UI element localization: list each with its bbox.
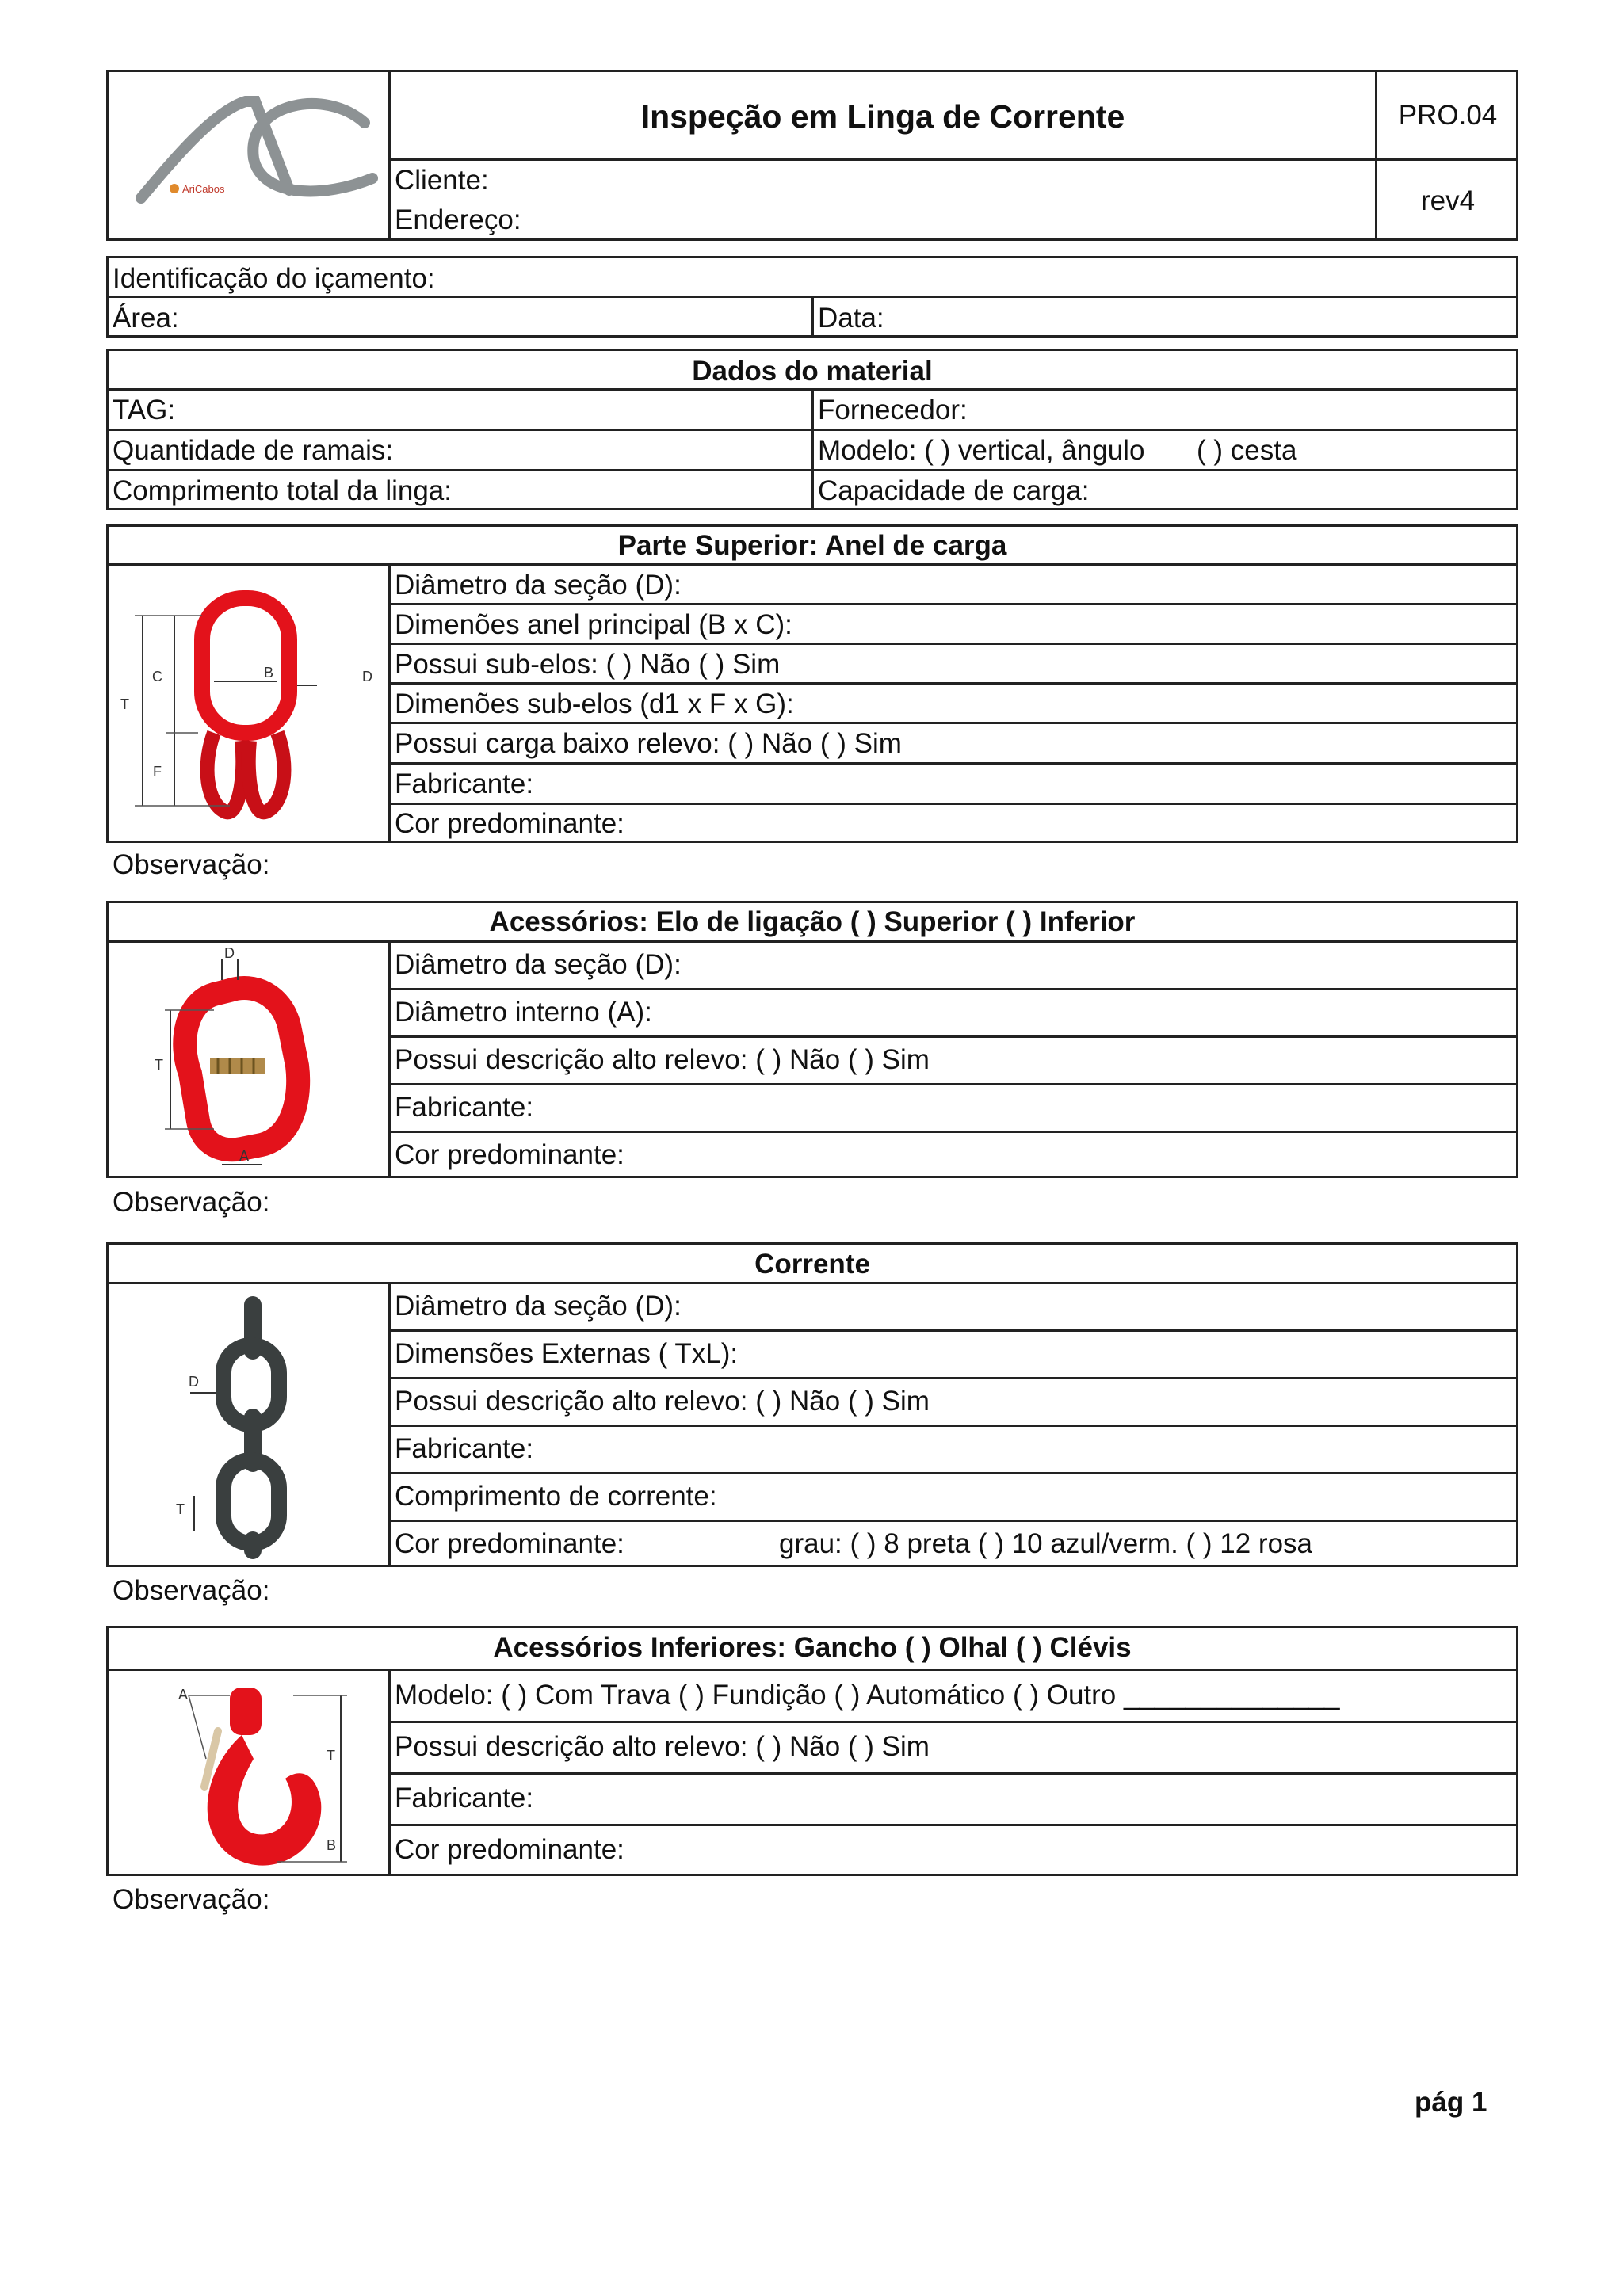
- supplier-label: Fornecedor:: [818, 395, 968, 425]
- form-code: PRO.04: [1398, 100, 1498, 131]
- hook-illustration: [158, 1672, 357, 1874]
- dimension-label: B: [327, 1837, 337, 1853]
- row-divider: [388, 1329, 1518, 1332]
- chain-section-title: Corrente: [754, 1249, 870, 1280]
- row-divider: [106, 1669, 1518, 1671]
- dimension-label: B: [264, 665, 274, 681]
- connecting-link-illustration: [143, 947, 341, 1173]
- client-label: Cliente:: [395, 165, 489, 196]
- lower-accessories-row: Cor predominante:: [395, 1834, 624, 1865]
- address-label: Endereço:: [395, 204, 521, 235]
- connecting-link-row: Possui descrição alto relevo: ( ) Não ( ) Sim: [395, 1044, 930, 1075]
- row-divider: [388, 1131, 1518, 1133]
- chain-row: Dimensões Externas ( TxL):: [395, 1338, 739, 1369]
- row-divider: [388, 1083, 1518, 1085]
- sling-length-label: Comprimento total da linga:: [113, 475, 452, 506]
- row-divider: [388, 988, 1518, 990]
- observation-label: Observação:: [113, 1575, 270, 1606]
- dimension-label: C: [152, 669, 162, 685]
- connecting-link-row: Diâmetro da seção (D):: [395, 949, 682, 980]
- dimension-label: T: [155, 1057, 163, 1073]
- master-link-row: Dimenões sub-elos (d1 x F x G):: [395, 688, 794, 719]
- header-divider: [388, 158, 1518, 161]
- row-divider: [388, 1520, 1518, 1522]
- dimension-label: D: [362, 669, 372, 685]
- connecting-link-row: Cor predominante:: [395, 1139, 624, 1170]
- connecting-link-section-title: Acessórios: Elo de ligação ( ) Superior ( ) Inferior: [489, 906, 1136, 937]
- row-divider: [106, 940, 1518, 943]
- chain-illustration: [158, 1290, 341, 1563]
- master-link-row: Cor predominante:: [395, 808, 624, 839]
- dimension-label: A: [239, 1148, 250, 1164]
- chain-row: Cor predominante:: [395, 1528, 624, 1559]
- row-divider: [388, 643, 1518, 645]
- observation-label: Observação:: [113, 1187, 270, 1218]
- connecting-link-row: Fabricante:: [395, 1092, 534, 1123]
- date-label: Data:: [818, 303, 884, 334]
- row-divider: [388, 603, 1518, 605]
- chain-grade-options: grau: ( ) 8 preta ( ) 10 azul/verm. ( ) 12 rosa: [779, 1528, 1313, 1559]
- row-divider: [388, 1772, 1518, 1775]
- lower-accessories-row: Modelo: ( ) Com Trava ( ) Fundição ( ) Automático ( ) Outro ______________: [395, 1680, 1340, 1711]
- header-divider: [388, 70, 391, 241]
- observation-label: Observação:: [113, 849, 270, 880]
- header-divider: [1375, 70, 1377, 241]
- logo-text: AriCabos: [182, 183, 225, 195]
- dimension-label: T: [327, 1748, 335, 1764]
- lower-accessories-row: Possui descrição alto relevo: ( ) Não ( ) Sim: [395, 1731, 930, 1762]
- lower-accessories-row: Fabricante:: [395, 1783, 534, 1814]
- row-divider: [388, 1425, 1518, 1427]
- connecting-link-row: Diâmetro interno (A):: [395, 997, 652, 1028]
- row-divider: [388, 762, 1518, 765]
- dimension-label: A: [178, 1687, 189, 1703]
- master-link-section-title: Parte Superior: Anel de carga: [617, 530, 1007, 561]
- row-divider: [388, 1035, 1518, 1038]
- observation-label: Observação:: [113, 1884, 270, 1915]
- page-number: pág 1: [1415, 2087, 1487, 2118]
- chain-row: Fabricante:: [395, 1433, 534, 1464]
- model-basket-option: ( ) cesta: [1197, 435, 1297, 466]
- row-divider: [388, 1472, 1518, 1474]
- dimension-label: T: [120, 696, 129, 712]
- lower-accessories-section-title: Acessórios Inferiores: Gancho ( ) Olhal ( ) Clévis: [493, 1632, 1132, 1663]
- lifting-id-label: Identificação do içamento:: [113, 263, 435, 294]
- dimension-label: F: [153, 764, 162, 780]
- row-divider: [106, 563, 1518, 566]
- row-divider: [388, 1377, 1518, 1379]
- chain-row: Possui descrição alto relevo: ( ) Não ( ) Sim: [395, 1386, 930, 1417]
- branches-label: Quantidade de ramais:: [113, 435, 394, 466]
- form-revision: rev4: [1420, 185, 1476, 216]
- material-section-title: Dados do material: [692, 356, 933, 387]
- dimension-label: D: [224, 947, 235, 961]
- master-link-row: Fabricante:: [395, 769, 534, 799]
- row-divider: [388, 682, 1518, 685]
- master-link-row: Diâmetro da seção (D):: [395, 570, 682, 601]
- chain-row: Comprimento de corrente:: [395, 1481, 717, 1512]
- company-logo: [127, 87, 380, 214]
- capacity-label: Capacidade de carga:: [818, 475, 1090, 506]
- column-divider: [812, 388, 814, 510]
- tag-label: TAG:: [113, 395, 176, 425]
- master-link-row: Possui sub-elos: ( ) Não ( ) Sim: [395, 649, 781, 680]
- area-label: Área:: [113, 303, 179, 334]
- column-divider: [812, 296, 814, 338]
- master-link-illustration: [119, 574, 380, 836]
- row-divider: [388, 1721, 1518, 1723]
- row-divider: [388, 1824, 1518, 1826]
- master-link-row: Possui carga baixo relevo: ( ) Não ( ) Sim: [395, 728, 902, 759]
- row-divider: [106, 1282, 1518, 1284]
- chain-row: Diâmetro da seção (D):: [395, 1291, 682, 1322]
- model-label: Modelo: ( ) vertical, ângulo: [818, 435, 1145, 466]
- form-title: Inspeção em Linga de Corrente: [640, 98, 1125, 135]
- row-divider: [388, 803, 1518, 805]
- dimension-label: D: [189, 1374, 199, 1390]
- column-divider: [388, 940, 391, 1178]
- row-divider: [388, 722, 1518, 724]
- master-link-row: Dimenões anel principal (B x C):: [395, 609, 792, 640]
- dimension-label: T: [176, 1501, 185, 1517]
